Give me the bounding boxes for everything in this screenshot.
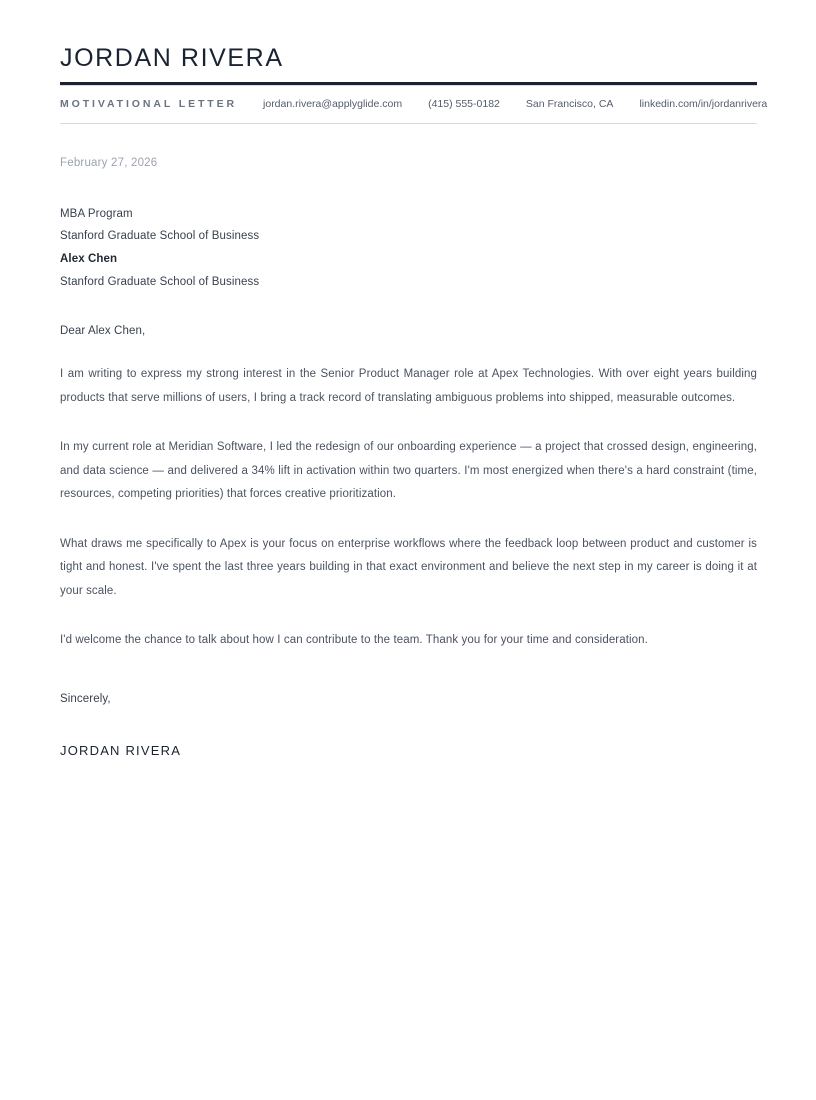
letterhead [60, 0, 768, 124]
document-kind-label: MOTIVATIONAL LETTER [60, 98, 238, 111]
page-title: JORDAN RIVERA [60, 44, 284, 72]
header-rule-thin-top [60, 85, 757, 86]
letter-date: February 27, 2026 [60, 156, 158, 169]
letter-paragraph-2: In my current role at Meridian Software, I led the redesign of our onboarding experience — a project that crossed design, engineering, and data science — and delivered a 34% lift in activation within two quarters. I'm most energized when there's a hard constraint (time, resources, competing priorities) that forces creative prioritization. [60, 441, 757, 501]
contact-email[interactable]: jordan.rivera@applyglide.com [263, 98, 403, 111]
recipient-contact-organization: Stanford Graduate School of Business [60, 275, 260, 288]
recipient-organization: Stanford Graduate School of Business [60, 230, 260, 243]
recipient-block [60, 203, 757, 293]
letter-paragraph-4: I'd welcome the chance to talk about how I can contribute to the team. Thank you for your time and consideration. [60, 634, 648, 647]
letter-signature-name: JORDAN RIVERA [60, 742, 182, 758]
recipient-program: MBA Program [60, 207, 133, 220]
letter-paragraph-1: I am writing to express my strong interest in the Senior Product Manager role at Apex Technologies. With over eight years building products that serve millions of users, I bring a track record of translating ambiguous problems into shipped, measurable outcomes. [60, 368, 757, 404]
header-rule-thin-bottom [60, 123, 757, 124]
header-meta-band [60, 90, 768, 119]
contact-linkedin[interactable]: linkedin.com/in/jordanrivera [639, 98, 768, 111]
letter-content [60, 0, 768, 758]
contact-list [237, 98, 767, 110]
letter-paragraph-3: What draws me specifically to Apex is your focus on enterprise workflows where the feedback loop between product and customer is tight and honest. I've spent the last three years building in that exact environment and believe the next step in my career is doing it at your scale. [60, 537, 757, 597]
recipient-contact-name: Alex Chen [60, 252, 118, 265]
letter-closing: Sincerely, [60, 692, 111, 705]
contact-location: San Francisco, CA [525, 98, 614, 111]
letter-salutation: Dear Alex Chen, [60, 325, 146, 338]
contact-phone[interactable]: (415) 555-0182 [428, 98, 500, 111]
